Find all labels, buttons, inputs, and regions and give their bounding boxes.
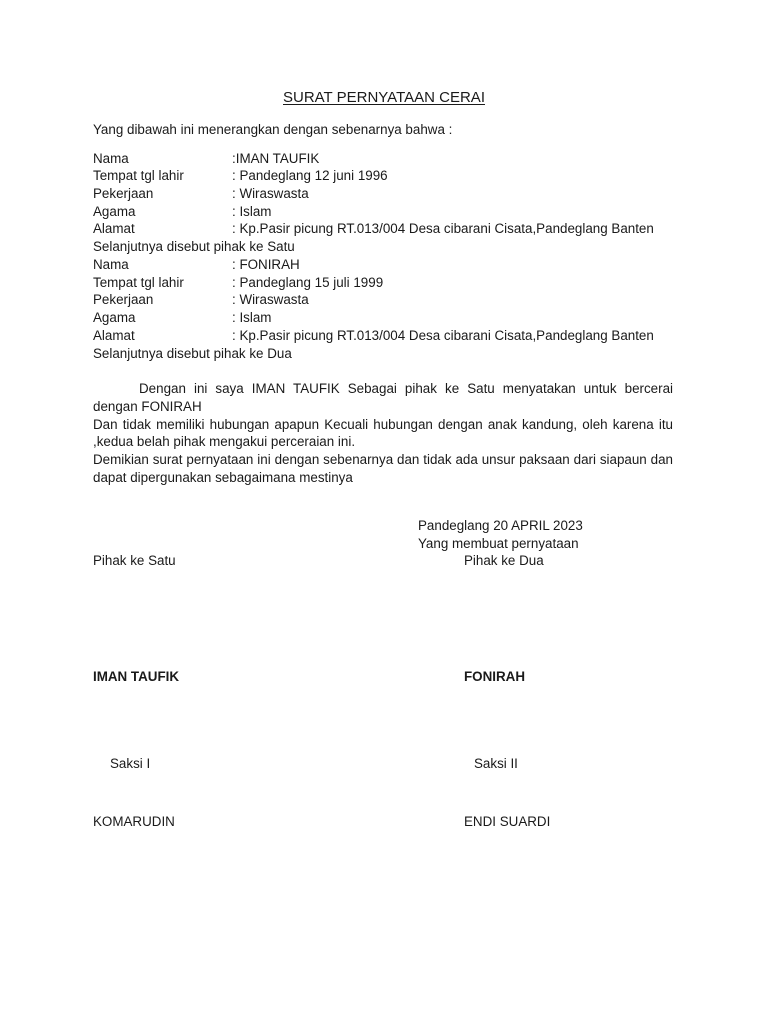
witness2-label: Saksi II (474, 756, 518, 771)
field-label: Agama (93, 310, 136, 325)
witness1-name: KOMARUDIN (93, 814, 175, 829)
maker-label: Yang membuat pernyataan (418, 536, 579, 551)
field-label: Tempat tgl lahir (93, 168, 184, 183)
party1-closing: Selanjutnya disebut pihak ke Satu (93, 239, 295, 254)
paragraph-relationship: Dan tidak memiliki hubungan apapun Kecuali hubungan dengan anak kandung, oleh karena itu ,kedua belah pihak mengakui perceraian ini. (93, 416, 673, 450)
document-title: SURAT PERNYATAAN CERAI (283, 89, 485, 106)
field-value: : Wiraswasta (232, 186, 309, 201)
field-value: : Islam (232, 310, 272, 325)
party1-label: Pihak ke Satu (93, 553, 176, 568)
field-value: : Wiraswasta (232, 292, 309, 307)
field-label: Alamat (93, 328, 135, 343)
field-value: :IMAN TAUFIK (232, 151, 320, 166)
field-label: Pekerjaan (93, 186, 154, 201)
intro-text: Yang dibawah ini menerangkan dengan sebenarnya bahwa : (93, 122, 453, 137)
field-value: : Kp.Pasir picung RT.013/004 Desa cibarani Cisata,Pandeglang Banten (232, 328, 654, 343)
statement-body (93, 380, 673, 487)
field-label: Tempat tgl lahir (93, 275, 184, 290)
party1-signature-name: IMAN TAUFIK (93, 669, 180, 684)
witness2-name: ENDI SUARDI (464, 814, 551, 829)
field-label: Agama (93, 204, 136, 219)
field-value: : Pandeglang 12 juni 1996 (232, 168, 388, 183)
field-value: : Pandeglang 15 juli 1999 (232, 275, 384, 290)
field-value: : Kp.Pasir picung RT.013/004 Desa cibarani Cisata,Pandeglang Banten (232, 221, 654, 236)
party2-signature-name: FONIRAH (464, 669, 525, 684)
paragraph-statement: Dengan ini saya IMAN TAUFIK Sebagai pihak ke Satu menyatakan untuk bercerai dengan FONIRAH (93, 381, 673, 414)
field-label: Nama (93, 257, 129, 272)
party2-closing: Selanjutnya disebut pihak ke Dua (93, 346, 292, 361)
field-value: : Islam (232, 204, 272, 219)
paragraph-closing: Demikian surat pernyataan ini dengan sebenarnya dan tidak ada unsur paksaan dari siapaun dan dapat dipergunakan sebagaimana mestinya (93, 452, 673, 485)
field-label: Nama (93, 151, 129, 166)
party2-label: Pihak ke Dua (464, 553, 544, 568)
witness1-label: Saksi I (110, 756, 151, 771)
place-date: Pandeglang 20 APRIL 2023 (418, 518, 583, 533)
field-label: Alamat (93, 221, 135, 236)
field-label: Pekerjaan (93, 292, 154, 307)
field-value: : FONIRAH (232, 257, 300, 272)
